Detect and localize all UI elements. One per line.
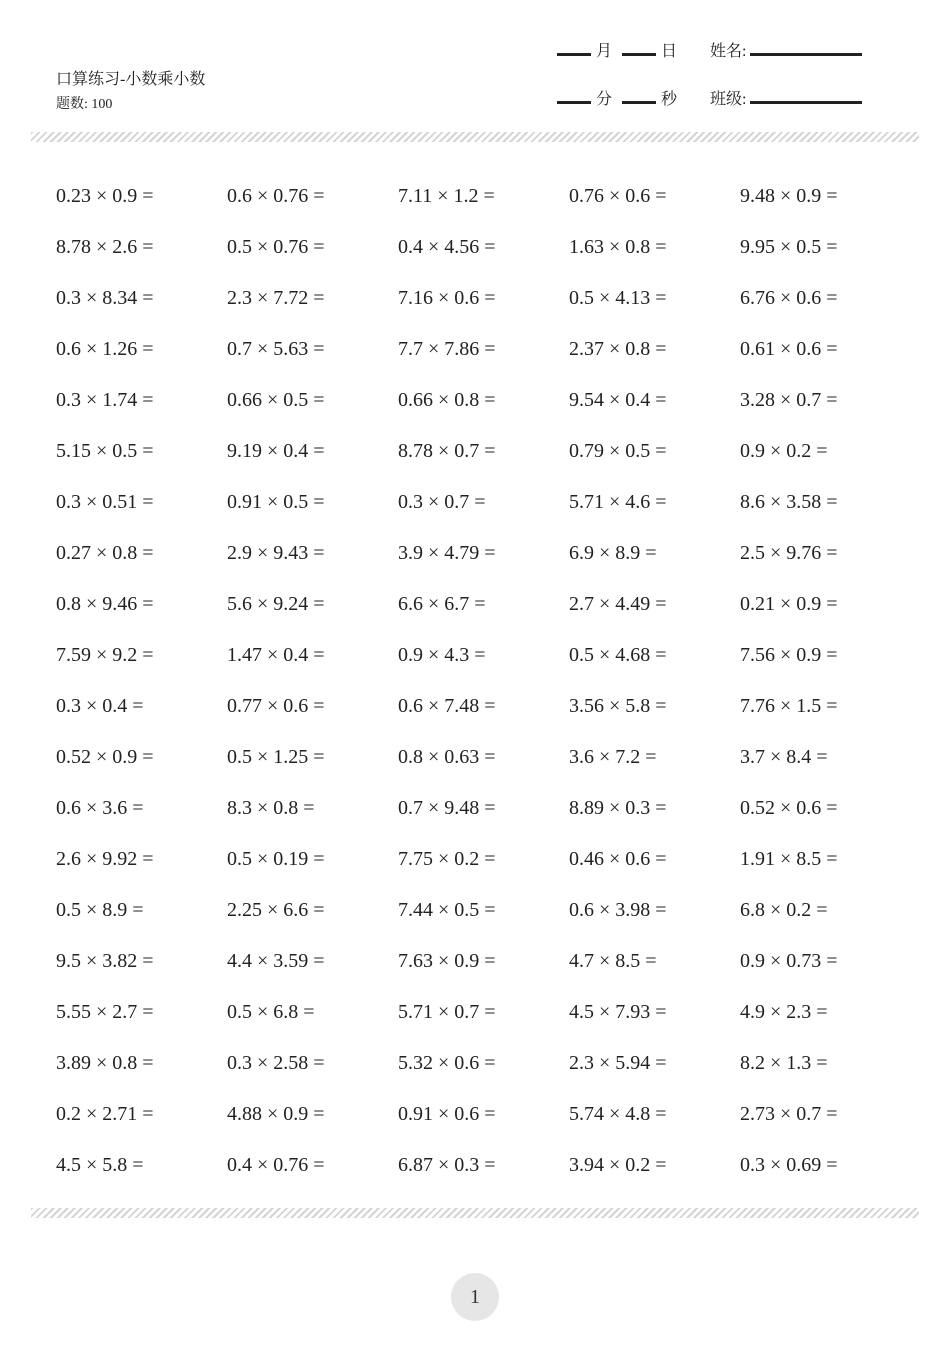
problem-item: 5.6 × 9.24 = (227, 593, 325, 615)
problem-item: 0.23 × 0.9 = (56, 185, 154, 207)
problem-item: 7.56 × 0.9 = (740, 644, 838, 666)
problem-item: 6.6 × 6.7 = (398, 593, 486, 615)
problem-item: 0.6 × 0.76 = (227, 185, 325, 207)
problem-item: 2.25 × 6.6 = (227, 899, 325, 921)
problem-item: 5.71 × 4.6 = (569, 491, 667, 513)
top-divider (31, 132, 919, 142)
problem-item: 3.94 × 0.2 = (569, 1154, 667, 1176)
name-blank[interactable] (750, 53, 862, 56)
problem-item: 7.44 × 0.5 = (398, 899, 496, 921)
problem-item: 0.21 × 0.9 = (740, 593, 838, 615)
problem-item: 8.6 × 3.58 = (740, 491, 838, 513)
problem-item: 8.78 × 2.6 = (56, 236, 154, 258)
minute-blank[interactable] (557, 101, 591, 104)
problem-item: 4.7 × 8.5 = (569, 950, 657, 972)
problem-item: 8.2 × 1.3 = (740, 1052, 828, 1074)
problem-item: 0.6 × 1.26 = (56, 338, 154, 360)
problem-item: 9.95 × 0.5 = (740, 236, 838, 258)
problem-item: 0.76 × 0.6 = (569, 185, 667, 207)
problem-item: 1.63 × 0.8 = (569, 236, 667, 258)
problem-item: 0.66 × 0.8 = (398, 389, 496, 411)
problem-item: 0.27 × 0.8 = (56, 542, 154, 564)
time-fields (552, 86, 677, 109)
problem-item: 0.3 × 0.51 = (56, 491, 154, 513)
problem-item: 7.7 × 7.86 = (398, 338, 496, 360)
problem-item: 0.3 × 0.4 = (56, 695, 144, 717)
problem-item: 0.3 × 0.7 = (398, 491, 486, 513)
date-fields (552, 38, 677, 61)
problem-item: 8.89 × 0.3 = (569, 797, 667, 819)
problem-item: 8.78 × 0.7 = (398, 440, 496, 462)
problem-item: 0.5 × 4.13 = (569, 287, 667, 309)
problem-item: 0.66 × 0.5 = (227, 389, 325, 411)
problem-item: 0.79 × 0.5 = (569, 440, 667, 462)
problem-item: 3.6 × 7.2 = (569, 746, 657, 768)
problem-item: 4.5 × 5.8 = (56, 1154, 144, 1176)
problem-item: 0.9 × 0.2 = (740, 440, 828, 462)
problem-item: 0.3 × 8.34 = (56, 287, 154, 309)
day-blank[interactable] (622, 53, 656, 56)
class-blank[interactable] (750, 101, 862, 104)
class-field (710, 86, 867, 109)
problem-item: 7.63 × 0.9 = (398, 950, 496, 972)
problem-item: 5.74 × 4.8 = (569, 1103, 667, 1125)
problem-item: 5.32 × 0.6 = (398, 1052, 496, 1074)
problem-grid (56, 178, 916, 1198)
problem-item: 0.5 × 8.9 = (56, 899, 144, 921)
problem-item: 6.9 × 8.9 = (569, 542, 657, 564)
problem-item: 3.9 × 4.79 = (398, 542, 496, 564)
problem-item: 0.9 × 4.3 = (398, 644, 486, 666)
problem-item: 0.7 × 9.48 = (398, 797, 496, 819)
problem-item: 2.9 × 9.43 = (227, 542, 325, 564)
problem-item: 0.9 × 0.73 = (740, 950, 838, 972)
name-label: 姓名: (710, 43, 747, 60)
problem-item: 0.52 × 0.6 = (740, 797, 838, 819)
problem-item: 7.16 × 0.6 = (398, 287, 496, 309)
problem-item: 3.89 × 0.8 = (56, 1052, 154, 1074)
problem-item: 0.3 × 1.74 = (56, 389, 154, 411)
problem-item: 6.76 × 0.6 = (740, 287, 838, 309)
problem-item: 9.48 × 0.9 = (740, 185, 838, 207)
problem-item: 0.8 × 9.46 = (56, 593, 154, 615)
month-blank[interactable] (557, 53, 591, 56)
problem-item: 9.19 × 0.4 = (227, 440, 325, 462)
problem-item: 0.5 × 0.76 = (227, 236, 325, 258)
problem-item: 4.4 × 3.59 = (227, 950, 325, 972)
problem-item: 4.5 × 7.93 = (569, 1001, 667, 1023)
problem-item: 6.87 × 0.3 = (398, 1154, 496, 1176)
problem-item: 4.9 × 2.3 = (740, 1001, 828, 1023)
problem-item: 9.5 × 3.82 = (56, 950, 154, 972)
problem-count: 题数: 100 (56, 97, 113, 112)
problem-item: 0.61 × 0.6 = (740, 338, 838, 360)
problem-item: 0.6 × 3.6 = (56, 797, 144, 819)
problem-item: 0.7 × 5.63 = (227, 338, 325, 360)
problem-item: 0.91 × 0.6 = (398, 1103, 496, 1125)
problem-item: 0.3 × 0.69 = (740, 1154, 838, 1176)
problem-item: 0.5 × 6.8 = (227, 1001, 315, 1023)
problem-item: 5.71 × 0.7 = (398, 1001, 496, 1023)
second-label: 秒 (661, 91, 678, 108)
problem-item: 1.47 × 0.4 = (227, 644, 325, 666)
problem-item: 2.3 × 7.72 = (227, 287, 325, 309)
problem-item: 7.76 × 1.5 = (740, 695, 838, 717)
page-number: 1 (451, 1273, 499, 1321)
problem-item: 5.55 × 2.7 = (56, 1001, 154, 1023)
problem-item: 0.5 × 4.68 = (569, 644, 667, 666)
problem-item: 2.37 × 0.8 = (569, 338, 667, 360)
bottom-divider (31, 1208, 919, 1218)
problem-item: 0.52 × 0.9 = (56, 746, 154, 768)
problem-item: 2.5 × 9.76 = (740, 542, 838, 564)
minute-label: 分 (596, 91, 613, 108)
problem-item: 3.56 × 5.8 = (569, 695, 667, 717)
problem-item: 0.6 × 3.98 = (569, 899, 667, 921)
problem-item: 2.7 × 4.49 = (569, 593, 667, 615)
problem-item: 8.3 × 0.8 = (227, 797, 315, 819)
problem-item: 0.2 × 2.71 = (56, 1103, 154, 1125)
problem-item: 9.54 × 0.4 = (569, 389, 667, 411)
problem-item: 7.59 × 9.2 = (56, 644, 154, 666)
problem-item: 0.4 × 4.56 = (398, 236, 496, 258)
problem-item: 0.6 × 7.48 = (398, 695, 496, 717)
problem-item: 0.77 × 0.6 = (227, 695, 325, 717)
problem-item: 2.73 × 0.7 = (740, 1103, 838, 1125)
worksheet-title: 口算练习-小数乘小数 (56, 71, 206, 88)
problem-item: 2.3 × 5.94 = (569, 1052, 667, 1074)
problem-item: 0.5 × 1.25 = (227, 746, 325, 768)
problem-item: 3.7 × 8.4 = (740, 746, 828, 768)
problem-item: 0.46 × 0.6 = (569, 848, 667, 870)
problem-item: 0.4 × 0.76 = (227, 1154, 325, 1176)
problem-item: 0.3 × 2.58 = (227, 1052, 325, 1074)
problem-item: 0.91 × 0.5 = (227, 491, 325, 513)
problem-item: 3.28 × 0.7 = (740, 389, 838, 411)
name-field (710, 38, 867, 61)
problem-item: 7.11 × 1.2 = (398, 185, 495, 207)
class-label: 班级: (710, 91, 747, 108)
problem-item: 0.8 × 0.63 = (398, 746, 496, 768)
problem-item: 1.91 × 8.5 = (740, 848, 838, 870)
problem-item: 7.75 × 0.2 = (398, 848, 496, 870)
month-label: 月 (596, 43, 613, 60)
problem-item: 0.5 × 0.19 = (227, 848, 325, 870)
problem-item: 4.88 × 0.9 = (227, 1103, 325, 1125)
problem-item: 6.8 × 0.2 = (740, 899, 828, 921)
problem-item: 2.6 × 9.92 = (56, 848, 154, 870)
second-blank[interactable] (622, 101, 656, 104)
problem-item: 5.15 × 0.5 = (56, 440, 154, 462)
day-label: 日 (661, 43, 678, 60)
